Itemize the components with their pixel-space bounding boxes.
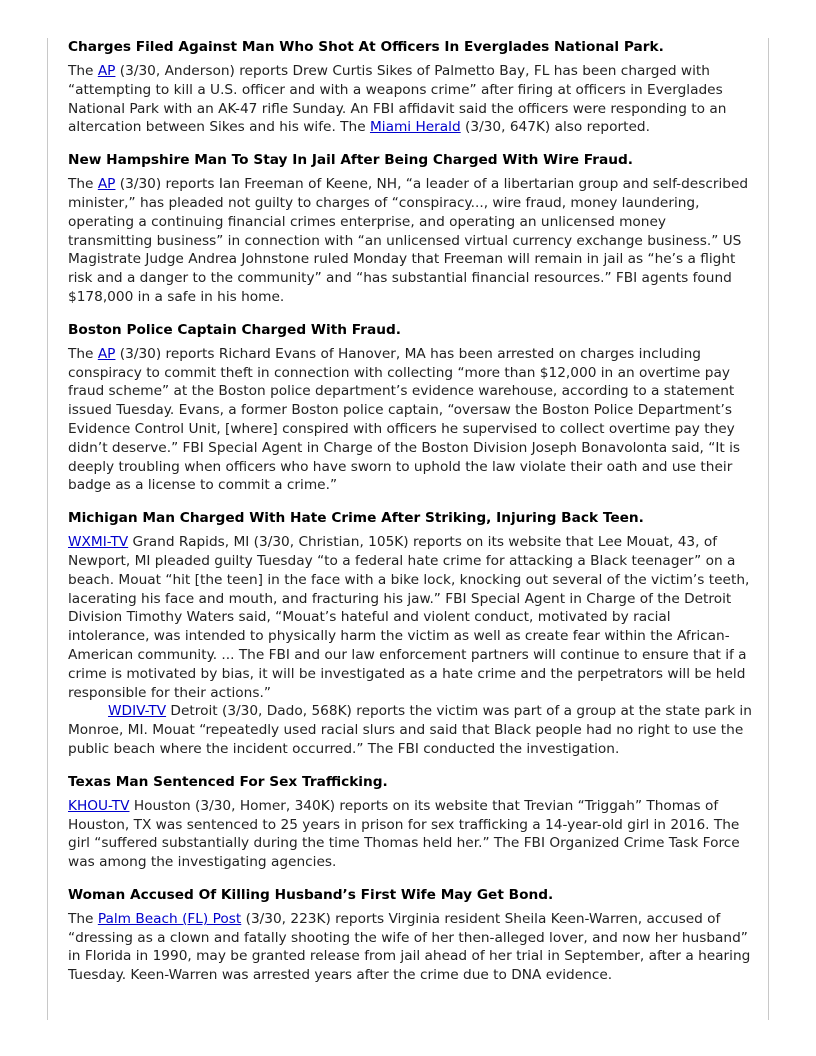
source-link-wxmi[interactable]: WXMI-TV [68, 534, 129, 551]
headline: Boston Police Captain Charged With Fraud. [68, 321, 401, 338]
source-link-wdiv[interactable]: WDIV-TV [108, 703, 167, 720]
article-texas [68, 773, 752, 872]
body-text: (3/30, Anderson) reports Drew Curtis Sikes of Palmetto Bay, FL has been charged with “attempting to kill a U.S. officer and with a weapons crime” after firing at officers in Everglades National Park with an AK-47 rifle Sunday. An FBI affidavit said the officers were responding to an altercation between Sikes and his wife. The [68, 63, 727, 136]
headline: Woman Accused Of Killing Husband’s First Wife May Get Bond. [68, 886, 554, 903]
article-body [68, 62, 752, 137]
body-text: The [68, 176, 98, 193]
headline: New Hampshire Man To Stay In Jail After Being Charged With Wire Fraud. [68, 152, 633, 169]
article-body [68, 345, 752, 495]
source-link-ap[interactable]: AP [97, 63, 116, 79]
source-link-palm-beach-post[interactable]: Palm Beach (FL) Post [97, 910, 242, 927]
left-margin-rule [47, 38, 48, 1020]
article-everglades [68, 38, 752, 137]
body-text: The [68, 910, 98, 927]
article-body [68, 533, 752, 702]
headline: Michigan Man Charged With Hate Crime After Striking, Injuring Back Teen. [68, 510, 644, 527]
source-link-miami-herald[interactable]: Miami Herald [369, 119, 461, 136]
body-text: Detroit (3/30, Dado, 568K) reports the victim was part of a group at the state park in Monroe, MI. Mouat “repeatedly used racial slurs and said that Black people had no right to use the public beach where the incident occurred.” The FBI conducted the investigation. [68, 703, 752, 757]
body-text: The [68, 63, 98, 79]
article-new-hampshire [68, 151, 752, 307]
article-body [68, 797, 752, 872]
headline: Charges Filed Against Man Who Shot At Officers In Everglades National Park. [68, 39, 664, 55]
body-text: (3/30) reports Richard Evans of Hanover, MA has been arrested on charges including conspiracy to commit theft in connection with collecting “more than $12,000 in an overtime pay fraud scheme” at the Boston police department’s evidence warehouse, according to a statement issued Tuesday. Evans, a former Boston police captain, “oversaw the Boston Police Department’s Evidence Control Unit, [where] conspired with officers he supervised to collect overtime pay they didn’t deserve.” FBI Special Agent in Charge of the Boston Division Joseph Bonavolonta said, “It is deeply troubling when officers who have sworn to uphold the law violate their oath and use their badge as a license to commit a crime.” [68, 345, 741, 494]
headline: Texas Man Sentenced For Sex Trafficking. [68, 773, 388, 790]
article-boston [68, 321, 752, 495]
body-text: Houston (3/30, Homer, 340K) reports on its website that Trevian “Triggah” Thomas of Houston, TX was sentenced to 25 years in prison for sex trafficking a 14-year-old girl in 2016. The girl “suffered substantially during the time Thomas held her.” The FBI Organized Crime Task Force was among the investigating agencies. [68, 797, 740, 871]
source-link-ap[interactable]: AP [97, 345, 116, 362]
article-michigan [68, 509, 752, 759]
news-content [68, 38, 752, 999]
body-text: Grand Rapids, MI (3/30, Christian, 105K) reports on its website that Lee Mouat, 43, of Newport, MI pleaded guilty Tuesday “to a federal hate crime for attacking a Black teenager” on a beach. Mouat “hit [the teen] in the face with a bike lock, knocking out several of the victim’s teeth, lacerating his face and mouth, and fracturing his jaw.” FBI Special Agent in Charge of the Detroit Division Timothy Waters said, “Mouat’s hateful and violent conduct, motivated by racial intolerance, was intended to physically harm the victim as well as create fear within the African-American community. ... The FBI and our law enforcement partners will continue to ensure that if a crime is motivated by bias, it will be investigated as a hate crime and the perpetrators will be held responsible for their actions.” [68, 534, 750, 701]
source-link-ap[interactable]: AP [97, 176, 116, 193]
article-body [68, 910, 752, 985]
article-body [68, 175, 752, 307]
body-text: (3/30) reports Ian Freeman of Keene, NH, “a leader of a libertarian group and self-described minister,” has pleaded not guilty to charges of “conspiracy..., wire fraud, money laundering, operating a continuing financial crimes enterprise, and operating an unlicensed money transmitting business” in connection with “an unlicensed virtual currency exchange business.” US Magistrate Judge Andrea Johnstone ruled Monday that Freeman will remain in jail as “he’s a flight risk and a danger to the community” and “has substantial financial resources.” FBI agents found $178,000 in a safe in his home. [68, 176, 749, 305]
body-text: The [68, 345, 98, 362]
body-text: (3/30, 223K) reports Virginia resident Sheila Keen-Warren, accused of “dressing as a clown and fatally shooting the wife of her then-alleged lover, and now her husband” in Florida in 1990, may be granted release from jail ahead of her trial in September, after a hearing Tuesday. Keen-Warren was arrested years after the crime due to DNA evidence. [68, 910, 751, 984]
body-text: (3/30, 647K) also reported. [460, 119, 650, 136]
right-margin-rule [768, 38, 769, 1020]
article-body-continued [68, 702, 752, 758]
article-palm-beach [68, 886, 752, 985]
source-link-khou[interactable]: KHOU-TV [68, 797, 130, 814]
